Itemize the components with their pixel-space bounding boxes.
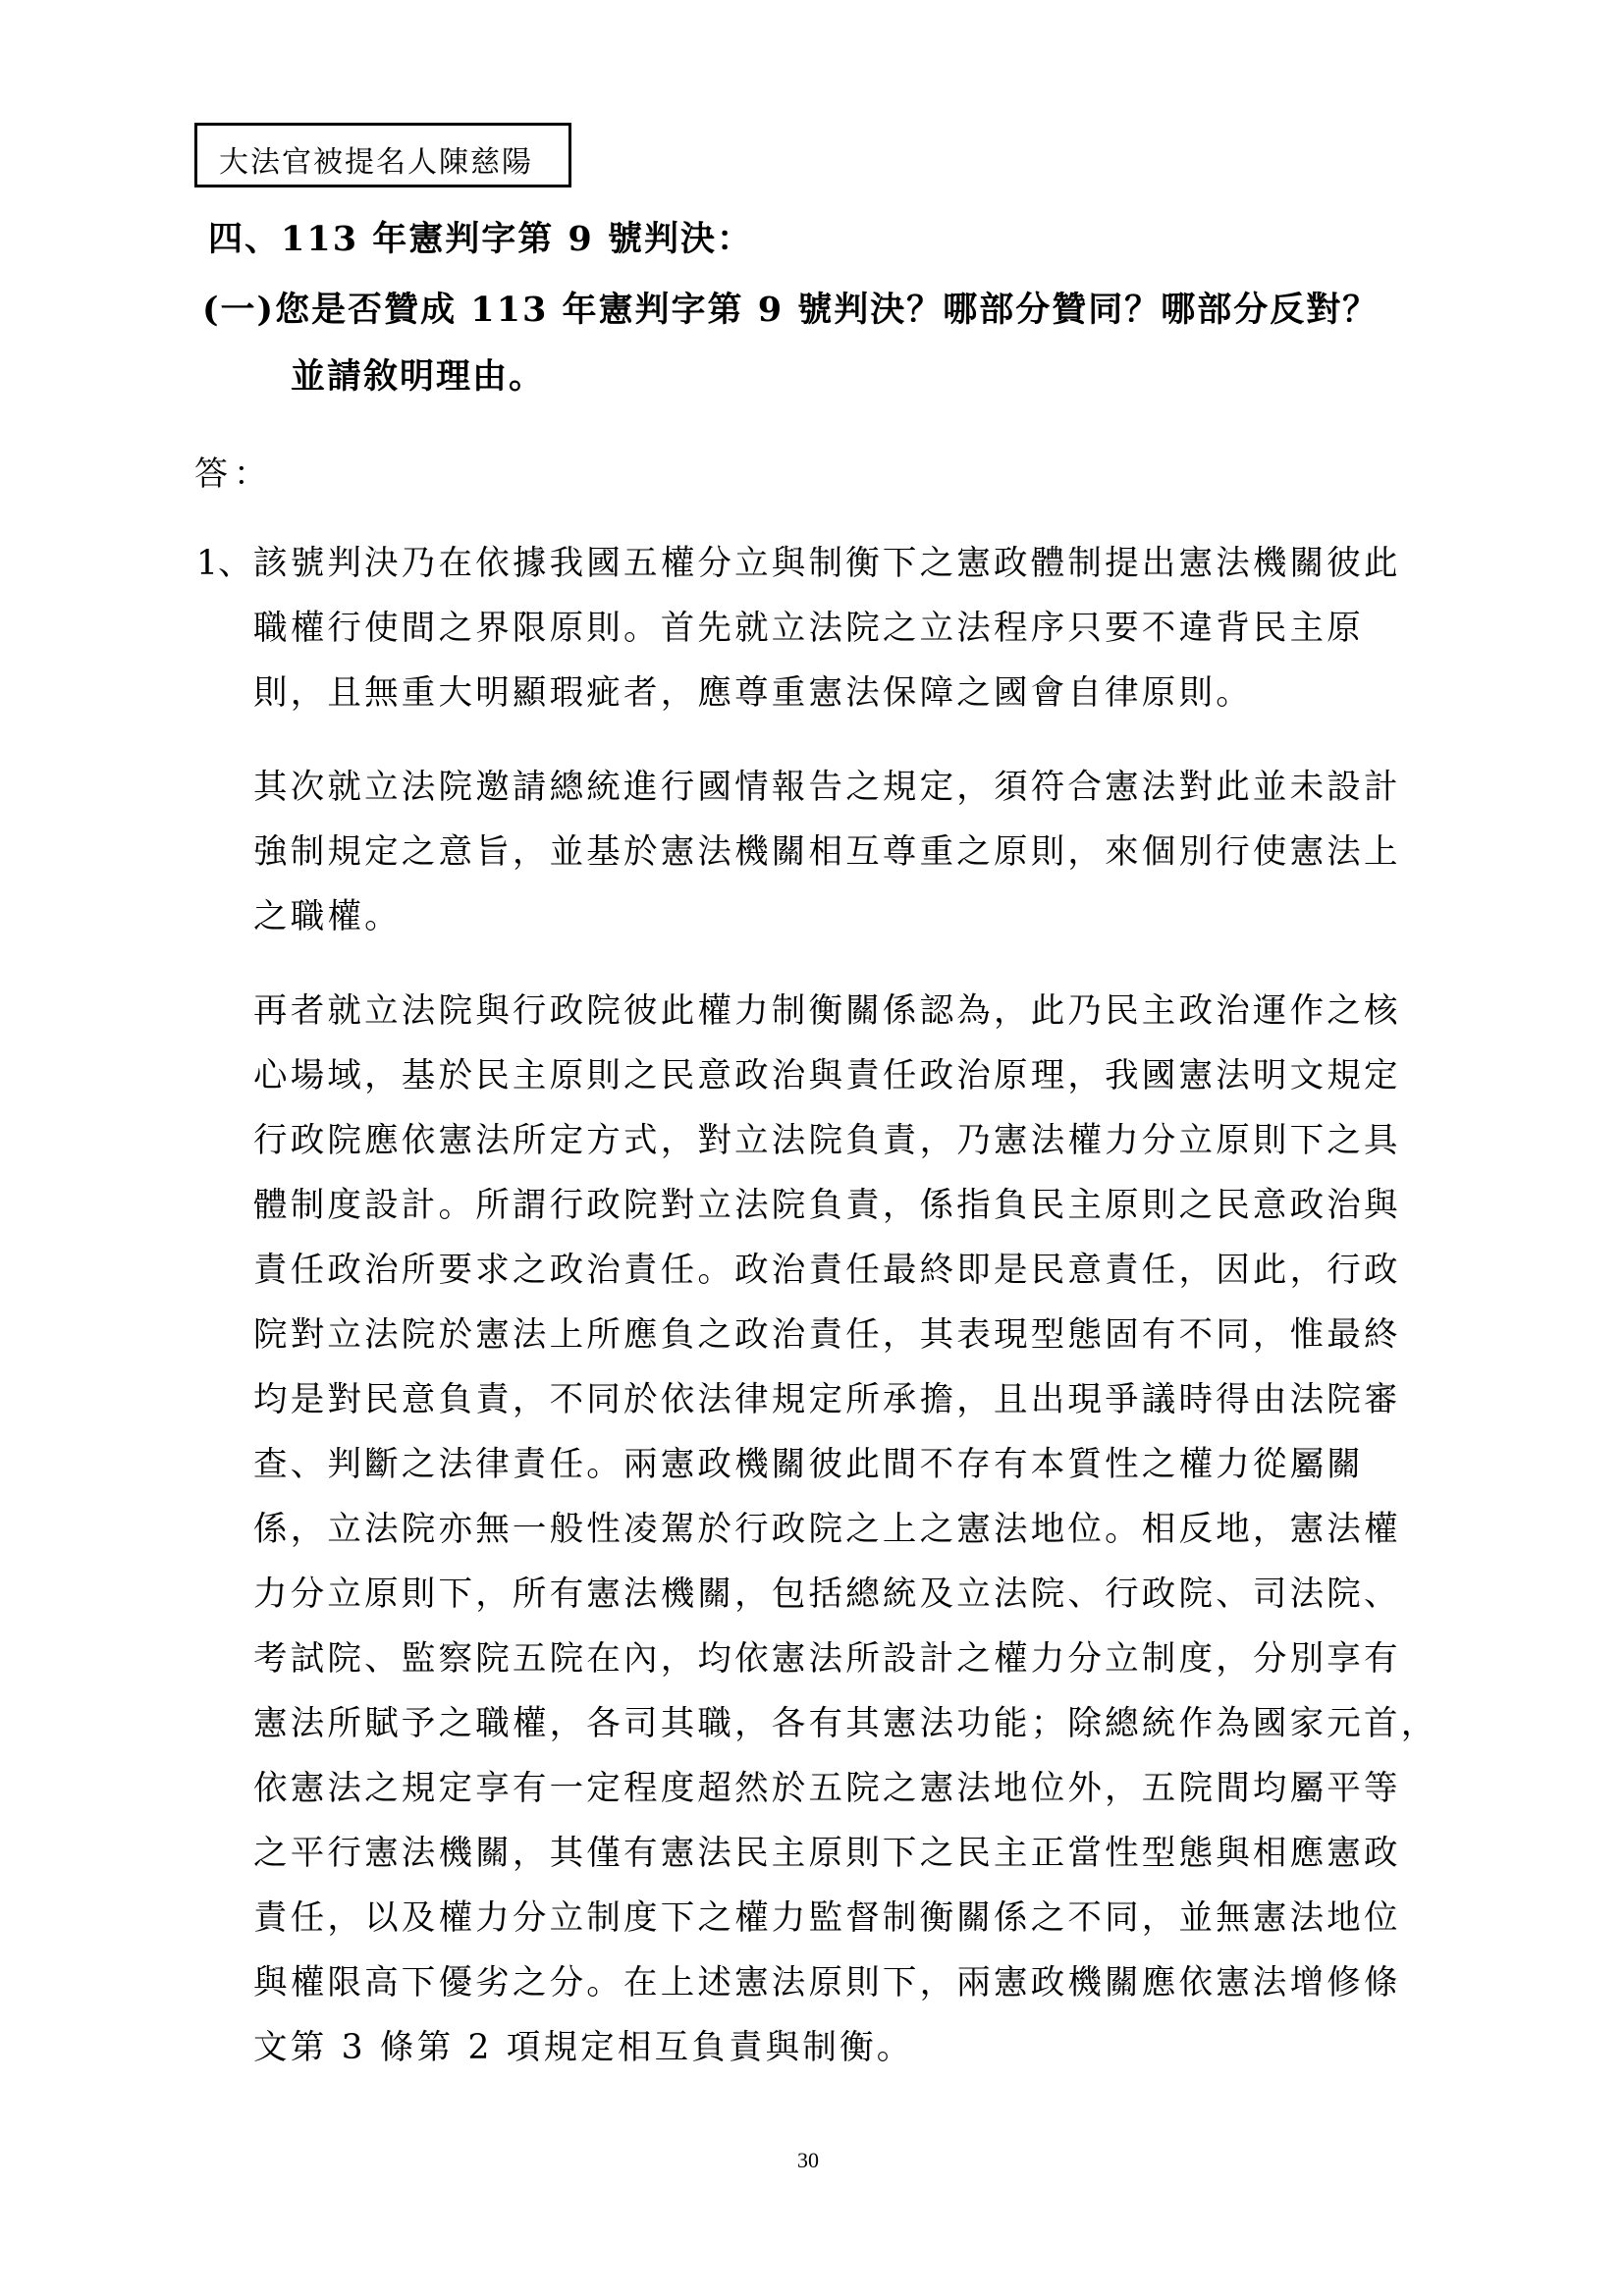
paragraph-3-line: 與權限高下優劣之分。在上述憲法原則下，兩憲政機關應依憲法增修條 bbox=[253, 1963, 1401, 2002]
paragraph-3-line: 體制度設計。所謂行政院對立法院負責，係指負民主原則之民意政治與 bbox=[253, 1186, 1401, 1225]
paragraph-3-line: 責任，以及權力分立制度下之權力監督制衡關係之不同，並無憲法地位 bbox=[253, 1898, 1401, 1938]
paragraph-3-line: 查、判斷之法律責任。兩憲政機關彼此間不存有本質性之權力從屬關 bbox=[253, 1445, 1364, 1484]
paragraph-3-line: 行政院應依憲法所定方式，對立法院負責，乃憲法權力分立原則下之具 bbox=[253, 1121, 1401, 1160]
answer-label: 答： bbox=[194, 454, 273, 494]
paragraph-1-line: 該號判決乃在依據我國五權分立與制衡下之憲政體制提出憲法機關彼此 bbox=[253, 544, 1401, 583]
paragraph-2-line: 其次就立法院邀請總統進行國情報告之規定，須符合憲法對此並未設計 bbox=[253, 768, 1401, 807]
question-line-1: (一)您是否贊成 113 年憲判字第 9 號判決？哪部分贊同？哪部分反對？ bbox=[202, 290, 1380, 330]
paragraph-1-line: 則，且無重大明顯瑕疵者，應尊重憲法保障之國會自律原則。 bbox=[253, 673, 1253, 713]
paragraph-2-line: 之職權。 bbox=[253, 897, 402, 936]
paragraph-3-line: 心場域，基於民主原則之民意政治與責任政治原理，我國憲法明文規定 bbox=[253, 1056, 1401, 1095]
paragraph-1-line: 職權行使間之界限原則。首先就立法院之立法程序只要不違背民主原 bbox=[253, 609, 1364, 648]
paragraph-3-line: 文第 3 條第 2 項規定相互負責與制衡。 bbox=[253, 2028, 914, 2067]
paragraph-3-line: 之平行憲法機關，其僅有憲法民主原則下之民主正當性型態與相應憲政 bbox=[253, 1834, 1401, 1873]
item-number: 1、 bbox=[196, 544, 252, 583]
nominee-label-box bbox=[194, 123, 571, 187]
paragraph-3-line: 再者就立法院與行政院彼此權力制衡關係認為，此乃民主政治運作之核 bbox=[253, 991, 1401, 1031]
question-line-2: 並請敘明理由。 bbox=[291, 356, 546, 397]
nominee-label: 大法官被提名人陳慈陽 bbox=[219, 145, 533, 180]
paragraph-3-line: 力分立原則下，所有憲法機關，包括總統及立法院、行政院、司法院、 bbox=[253, 1575, 1401, 1614]
paragraph-3-line: 院對立法院於憲法上所應負之政治責任，其表現型態固有不同，惟最終 bbox=[253, 1315, 1401, 1355]
paragraph-3-line: 責任政治所要求之政治責任。政治責任最終即是民意責任，因此，行政 bbox=[253, 1251, 1401, 1290]
section-title: 四、113 年憲判字第 9 號判決： bbox=[208, 219, 753, 259]
paragraph-3-line: 考試院、監察院五院在內，均依憲法所設計之權力分立制度，分別享有 bbox=[253, 1639, 1401, 1679]
paragraph-3-line: 憲法所賦予之職權，各司其職，各有其憲法功能；除總統作為國家元首， bbox=[253, 1704, 1438, 1743]
paragraph-2-line: 強制規定之意旨，並基於憲法機關相互尊重之原則，來個別行使憲法上 bbox=[253, 832, 1401, 872]
page-number: 30 bbox=[797, 2148, 819, 2172]
paragraph-3-line: 均是對民意負責，不同於依法律規定所承擔，且出現爭議時得由法院審 bbox=[253, 1380, 1401, 1419]
paragraph-3-line: 依憲法之規定享有一定程度超然於五院之憲法地位外，五院間均屬平等 bbox=[253, 1769, 1401, 1808]
paragraph-3-line: 係，立法院亦無一般性凌駕於行政院之上之憲法地位。相反地，憲法權 bbox=[253, 1510, 1401, 1549]
